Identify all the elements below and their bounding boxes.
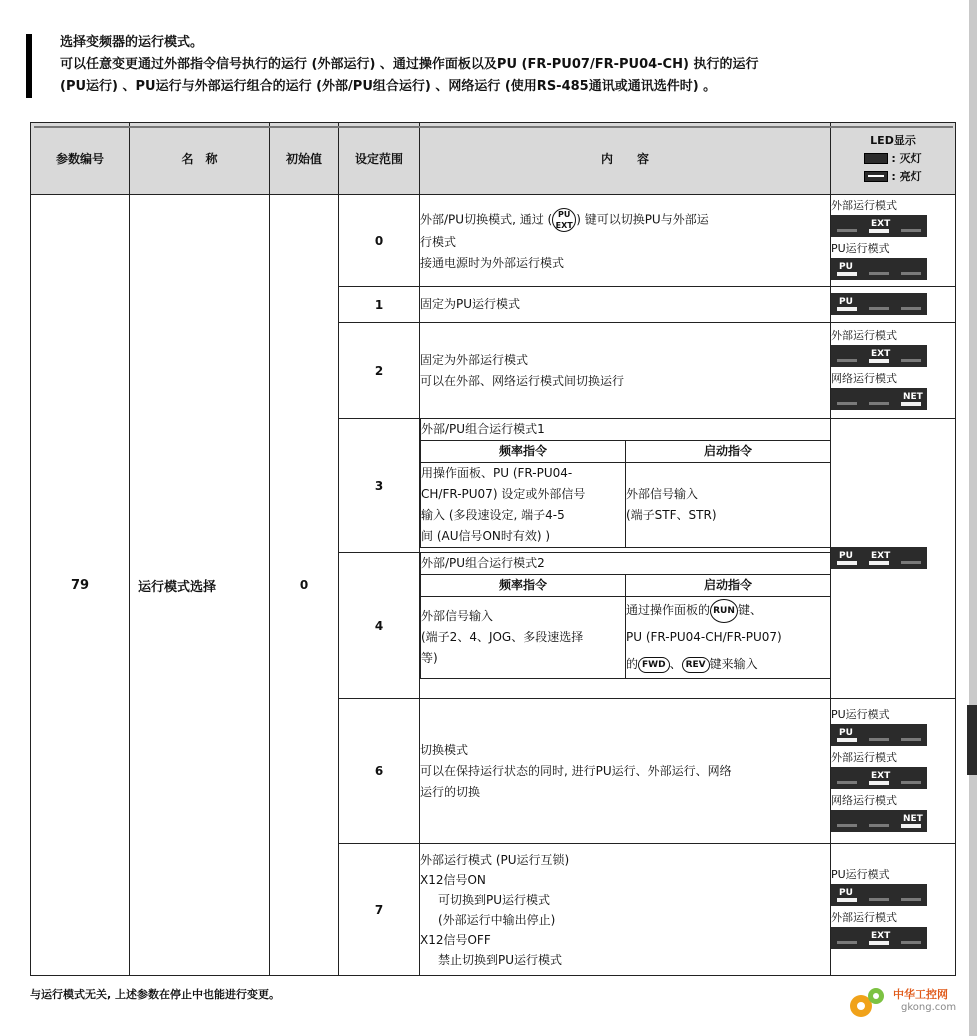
led-panel-pu: PU	[831, 258, 927, 280]
content-line: (外部运行中输出停止)	[438, 912, 556, 927]
subtable-title: 外部/PU组合运行模式2	[421, 553, 831, 575]
led-on-swatch-icon	[864, 171, 888, 182]
content-line: 运行的切换	[420, 784, 481, 799]
led-panel-ext: EXT	[831, 215, 927, 237]
content-line: X12信号ON	[420, 872, 486, 887]
subtable-title: 外部/PU组合运行模式1	[421, 419, 831, 441]
led-display-cell	[831, 287, 956, 323]
led-mode-label: PU运行模式	[831, 241, 890, 255]
combined-mode-subtable	[420, 419, 831, 548]
freq-command-header: 频率指令	[421, 575, 626, 597]
pu-ext-key-icon: PU EXT	[552, 208, 576, 232]
content-line: X12信号OFF	[420, 932, 491, 947]
range-value: 0	[339, 195, 420, 287]
content-line: 行模式	[420, 234, 457, 249]
led-mode-label: 网络运行模式	[831, 793, 897, 807]
content-line: 固定为外部运行模式	[420, 352, 529, 367]
content-cell: 固定为PU运行模式	[420, 287, 831, 323]
start-command-cell: 通过操作面板的 RUN 键、 PU (FR-PU04-CH/FR-PU07) 的 FWD 、 REV 键来输入	[626, 597, 831, 679]
intro-line-2: 可以任意变更通过外部指令信号执行的运行 (外部运行) 、通过操作面板以及PU (FR-PU07/FR-PU04-CH) 执行的运行	[60, 57, 759, 72]
freq-command-cell: 用操作面板、PU (FR-PU04- CH/FR-PU07) 设定或外部信号 输入 (多段速设定, 端子4-5 间 (AU信号ON时有效) )	[421, 463, 626, 548]
header-name: 名 称	[130, 123, 270, 195]
param-number-cell: 79	[31, 195, 130, 976]
range-value: 2	[339, 323, 420, 419]
led-panel-ext: EXT	[831, 927, 927, 949]
led-mode-label: PU运行模式	[831, 707, 890, 721]
gear-icon	[843, 982, 889, 1028]
content-line: 外部/PU切换模式, 通过 ( PU EXT ) 键可以切换PU与外部运	[420, 209, 709, 230]
content-line: 可以在外部、网络运行模式间切换运行	[420, 373, 625, 388]
watermark-brand: 中华工控网	[893, 988, 948, 1001]
led-panel-ext: EXT	[831, 345, 927, 367]
parameter-table	[30, 122, 956, 976]
led-mode-label: 网络运行模式	[831, 371, 897, 385]
header-content: 内 容	[420, 123, 831, 195]
content-cell	[420, 195, 831, 287]
led-panel-pu: PU	[831, 293, 927, 315]
range-value: 7	[339, 844, 420, 976]
led-display-cell	[831, 419, 956, 699]
param-name-cell: 运行模式选择	[130, 195, 270, 976]
content-cell	[420, 323, 831, 419]
watermark	[843, 982, 973, 1032]
watermark-url: gkong.com	[901, 1002, 957, 1013]
page-index-tab	[967, 705, 977, 775]
content-line: 外部运行模式 (PU运行互锁)	[420, 852, 570, 867]
content-line: 接通电源时为外部运行模式	[420, 255, 565, 270]
range-value: 6	[339, 699, 420, 844]
led-panel-net: NET	[831, 388, 927, 410]
content-line: 切换模式	[420, 742, 469, 757]
led-mode-label: 外部运行模式	[831, 328, 897, 342]
led-display-cell	[831, 699, 956, 844]
led-panel-pu: PU	[831, 884, 927, 906]
freq-command-header: 频率指令	[421, 441, 626, 463]
content-cell	[420, 844, 831, 976]
led-panel-pu-ext: PU EXT	[831, 547, 927, 569]
led-display-cell	[831, 323, 956, 419]
led-panel-ext: EXT	[831, 767, 927, 789]
page-edge	[969, 0, 977, 1036]
header-range: 设定范围	[339, 123, 420, 195]
led-header-title: LED显示	[870, 133, 916, 147]
led-legend-off: : 灭灯	[831, 150, 955, 168]
led-mode-label: PU运行模式	[831, 867, 890, 881]
content-line: 可切换到PU运行模式	[438, 892, 551, 907]
intro-line-3: (PU运行) 、PU运行与外部运行组合的运行 (外部/PU组合运行) 、网络运行 (使用RS-485通讯或通讯选件时) 。	[60, 79, 717, 94]
intro-text	[60, 32, 955, 98]
content-cell	[420, 699, 831, 844]
initial-value-cell: 0	[270, 195, 339, 976]
table-header-row	[31, 123, 956, 195]
content-cell	[420, 553, 831, 699]
fwd-key-icon: FWD	[638, 657, 670, 673]
content-cell	[420, 419, 831, 553]
led-panel-pu: PU	[831, 724, 927, 746]
start-command-header: 启动指令	[626, 575, 831, 597]
content-line: 可以在保持运行状态的同时, 进行PU运行、外部运行、网络	[420, 763, 732, 778]
start-command-cell: 外部信号输入 (端子STF、STR)	[626, 463, 831, 548]
combined-mode-subtable	[420, 553, 831, 679]
led-mode-label: 外部运行模式	[831, 198, 897, 212]
header-initial: 初始值	[270, 123, 339, 195]
led-display-cell	[831, 195, 956, 287]
range-value: 1	[339, 287, 420, 323]
led-panel-net: NET	[831, 810, 927, 832]
led-mode-label: 外部运行模式	[831, 750, 897, 764]
header-param-no: 参数编号	[31, 123, 130, 195]
footnote: 与运行模式无关, 上述参数在停止中也能进行变更。	[30, 988, 281, 1001]
range-value: 3	[339, 419, 420, 553]
table-row	[31, 195, 956, 287]
intro-line-1: 选择变频器的运行模式。	[60, 35, 204, 50]
content-line: 禁止切换到PU运行模式	[438, 952, 563, 967]
section-marker-bar	[26, 34, 32, 98]
led-mode-label: 外部运行模式	[831, 910, 897, 924]
range-value: 4	[339, 553, 420, 699]
start-command-header: 启动指令	[626, 441, 831, 463]
run-key-icon: RUN	[710, 599, 738, 623]
rev-key-icon: REV	[682, 657, 710, 673]
led-display-cell	[831, 844, 956, 976]
header-led	[831, 123, 956, 195]
led-legend-on: : 亮灯	[831, 168, 955, 186]
freq-command-cell: 外部信号输入 (端子2、4、JOG、多段速选择 等)	[421, 597, 626, 679]
led-off-swatch-icon	[864, 153, 888, 164]
